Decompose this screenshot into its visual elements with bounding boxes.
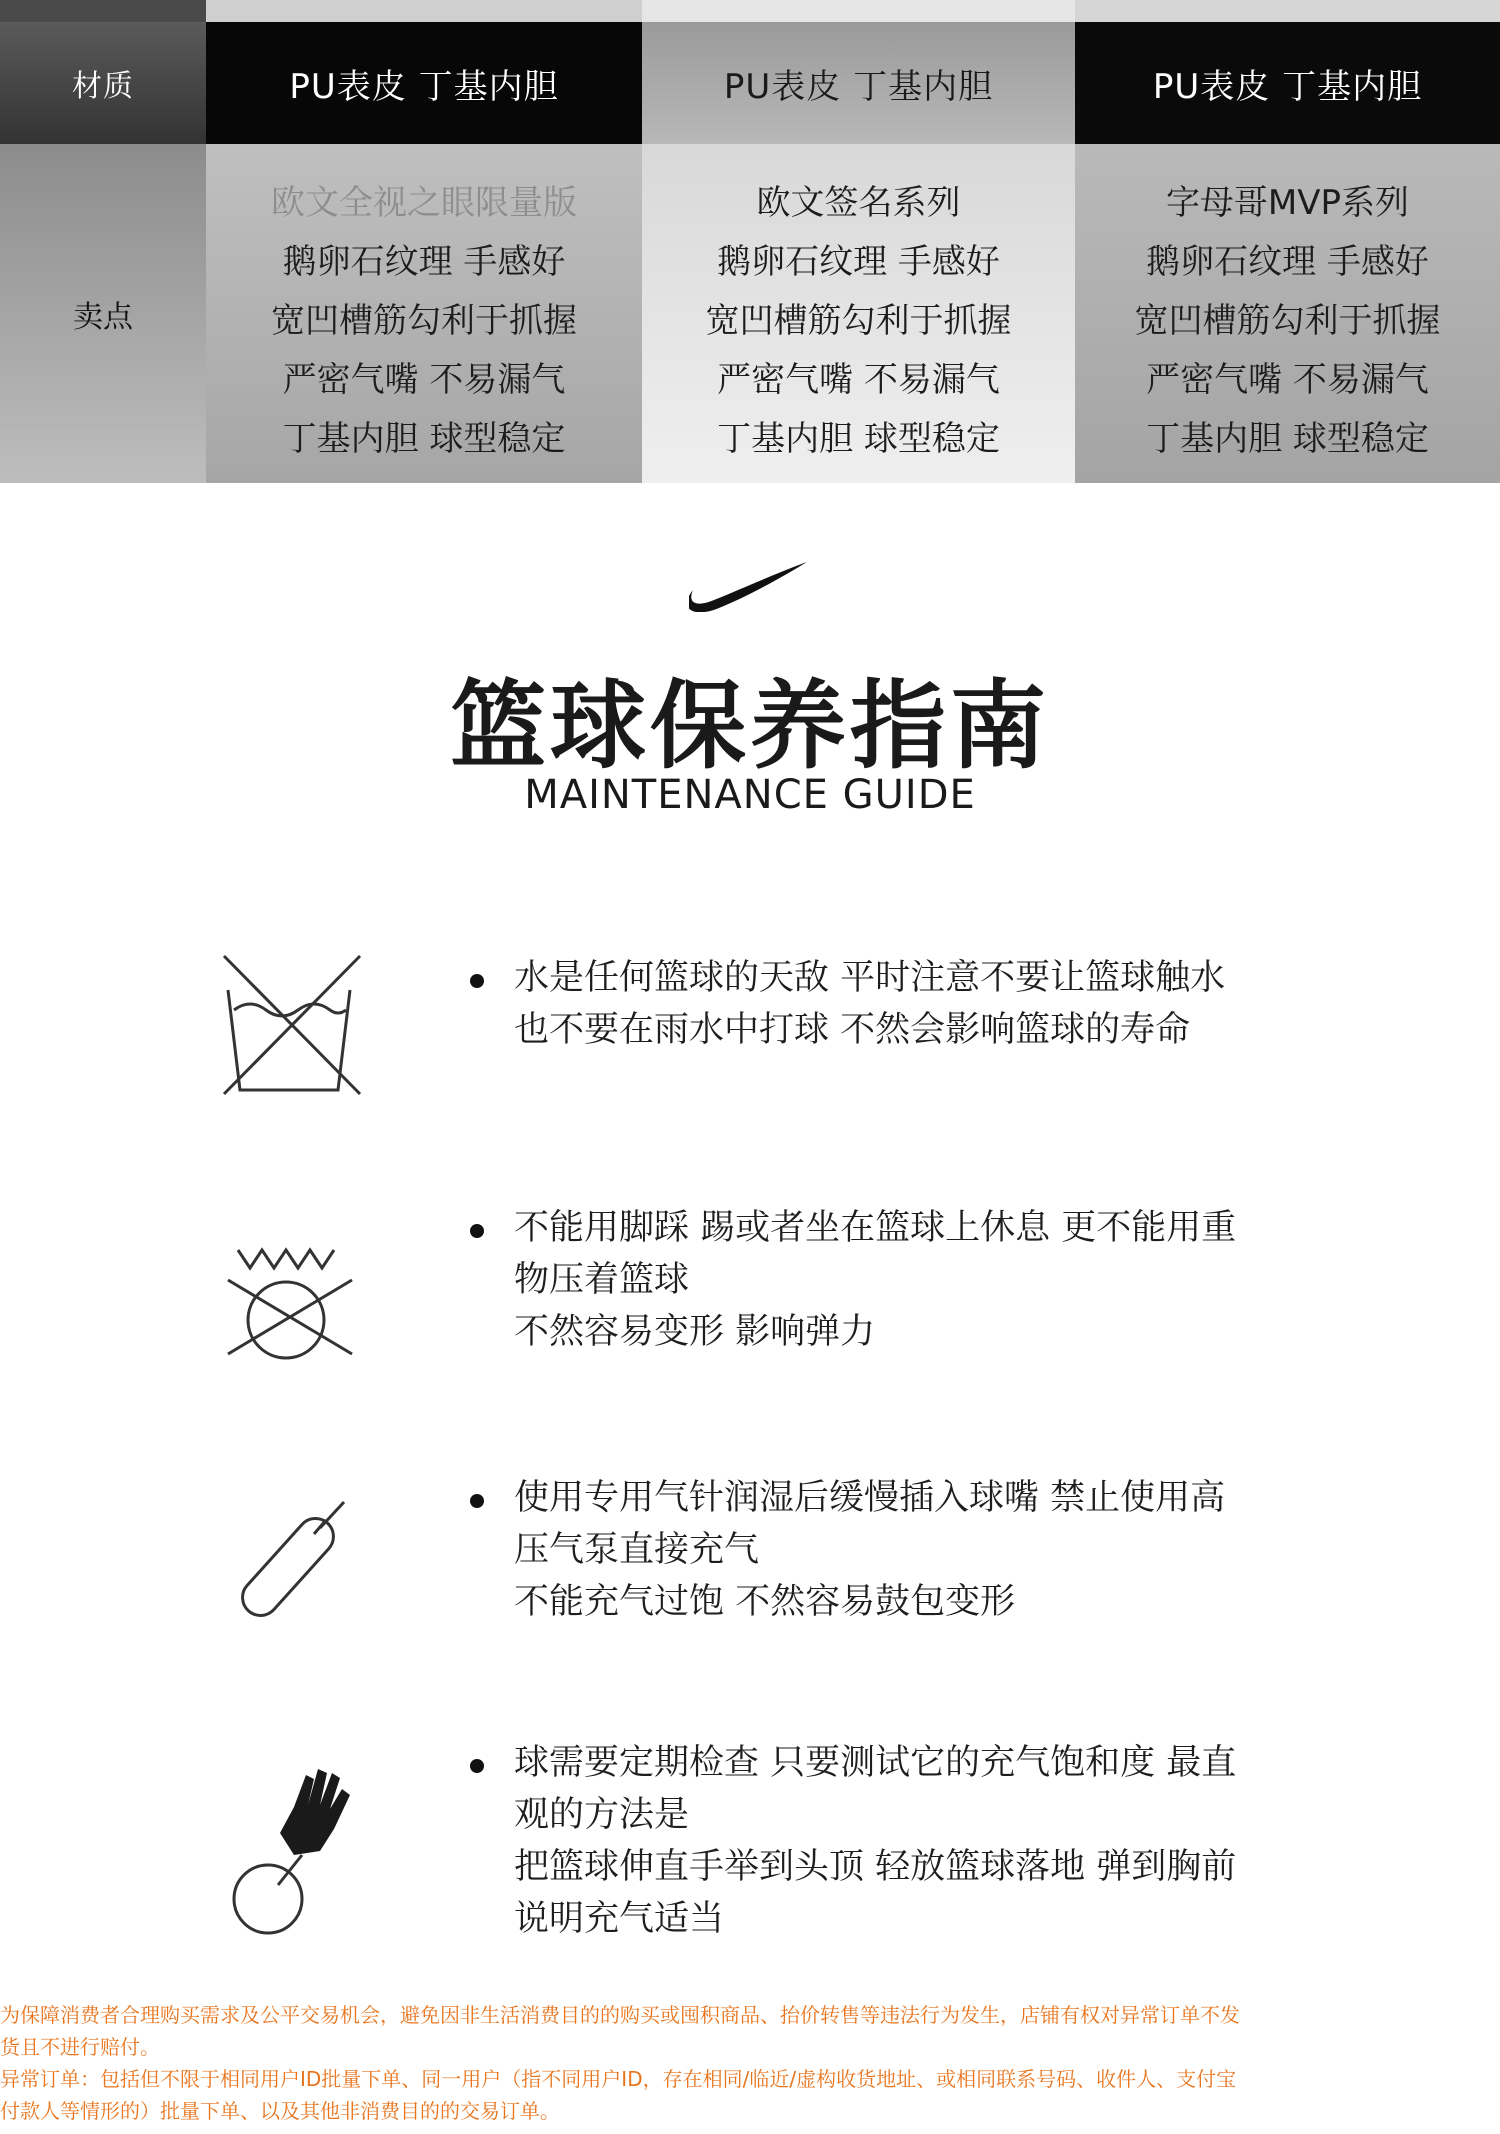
bullet-icon	[470, 1224, 484, 1238]
guide-line: 把篮球伸直手举到头顶 轻放篮球落地 弹到胸前	[514, 1847, 1237, 1887]
guide-line: 不能充气过饱 不然容易鼓包变形	[514, 1582, 1016, 1622]
strip-cell	[206, 0, 642, 22]
guide-line: 压气泵直接充气	[514, 1530, 760, 1570]
strip-cell	[1075, 0, 1500, 22]
selling-points-row	[0, 144, 1500, 483]
strip-cell	[0, 0, 206, 22]
guide-line: 物压着篮球	[514, 1260, 690, 1300]
order-policy-notice	[0, 1999, 1360, 2127]
bullet-icon	[470, 1759, 484, 1773]
product-column	[206, 144, 642, 483]
guide-line: 球需要定期检查 只要测试它的充气饱和度 最直	[514, 1743, 1237, 1783]
guide-line: 观的方法是	[514, 1795, 690, 1835]
series-name: 欧文全视之眼限量版	[271, 183, 577, 223]
selling-point: 严密气嘴 不易漏气	[717, 360, 1000, 400]
strip-cell	[642, 0, 1075, 22]
no-pressure-icon	[210, 1220, 370, 1360]
selling-points-label: 卖点	[73, 299, 133, 335]
bullet-icon	[470, 974, 484, 988]
guide-line: 也不要在雨水中打球 不然会影响篮球的寿命	[514, 1010, 1191, 1050]
product-column	[1075, 144, 1500, 483]
selling-point: 严密气嘴 不易漏气	[282, 360, 566, 400]
material-cell: PU表皮 丁基内胆	[1075, 22, 1500, 144]
selling-point: 鹅卵石纹理 手感好	[282, 242, 566, 282]
product-column	[642, 144, 1075, 483]
notice-line: 货且不进行赔付。	[0, 2035, 160, 2059]
swoosh-logo-icon	[689, 560, 809, 612]
selling-point: 丁基内胆 球型稳定	[1146, 419, 1429, 459]
material-label: 材质	[0, 22, 206, 144]
hand-drop-ball-icon	[210, 1755, 370, 1935]
guide-line: 使用专用气针润湿后缓慢插入球嘴 禁止使用高	[514, 1478, 1226, 1518]
selling-point: 宽凹槽筋勾利于抓握	[271, 301, 577, 341]
guide-subtitle: MAINTENANCE GUIDE	[524, 772, 976, 818]
notice-line: 异常订单：包括但不限于相同用户ID批量下单、同一用户（指不同用户ID，存在相同/临近/虚构收货地址、或相同联系号码、收件人、支付宝	[0, 2067, 1237, 2091]
selling-point: 丁基内胆 球型稳定	[282, 419, 566, 459]
inflation-needle-icon	[210, 1490, 370, 1630]
series-name: 字母哥MVP系列	[1165, 183, 1410, 223]
material-cell: PU表皮 丁基内胆	[206, 22, 642, 144]
guide-line: 水是任何篮球的天敌 平时注意不要让篮球触水	[514, 958, 1226, 998]
bullet-icon	[470, 1494, 484, 1508]
guide-line: 不然容易变形 影响弹力	[514, 1312, 876, 1352]
notice-line: 为保障消费者合理购买需求及公平交易机会，避免因非生活消费目的的购买或囤积商品、抬价转售等违法行为发生，店铺有权对异常订单不发	[0, 2003, 1240, 2027]
selling-points-label-cell	[0, 144, 206, 483]
guide-title: 篮球保养指南	[450, 670, 1050, 782]
selling-point: 宽凹槽筋勾利于抓握	[705, 301, 1012, 341]
guide-line: 不能用脚踩 踢或者坐在篮球上休息 更不能用重	[514, 1208, 1237, 1248]
notice-line: 付款人等情形的）批量下单、以及其他非消费目的的交易订单。	[0, 2099, 560, 2123]
selling-point: 鹅卵石纹理 手感好	[1146, 242, 1429, 282]
comparison-table	[0, 0, 1500, 483]
material-row	[0, 22, 1500, 144]
selling-point: 严密气嘴 不易漏气	[1146, 360, 1429, 400]
series-name: 欧文签名系列	[756, 183, 961, 223]
no-water-icon	[210, 950, 370, 1100]
table-top-strip	[0, 0, 1500, 22]
material-cell: PU表皮 丁基内胆	[642, 22, 1075, 144]
selling-point: 鹅卵石纹理 手感好	[717, 242, 1000, 282]
selling-point: 丁基内胆 球型稳定	[717, 419, 1000, 459]
selling-point: 宽凹槽筋勾利于抓握	[1134, 301, 1441, 341]
guide-line: 说明充气适当	[514, 1899, 725, 1939]
